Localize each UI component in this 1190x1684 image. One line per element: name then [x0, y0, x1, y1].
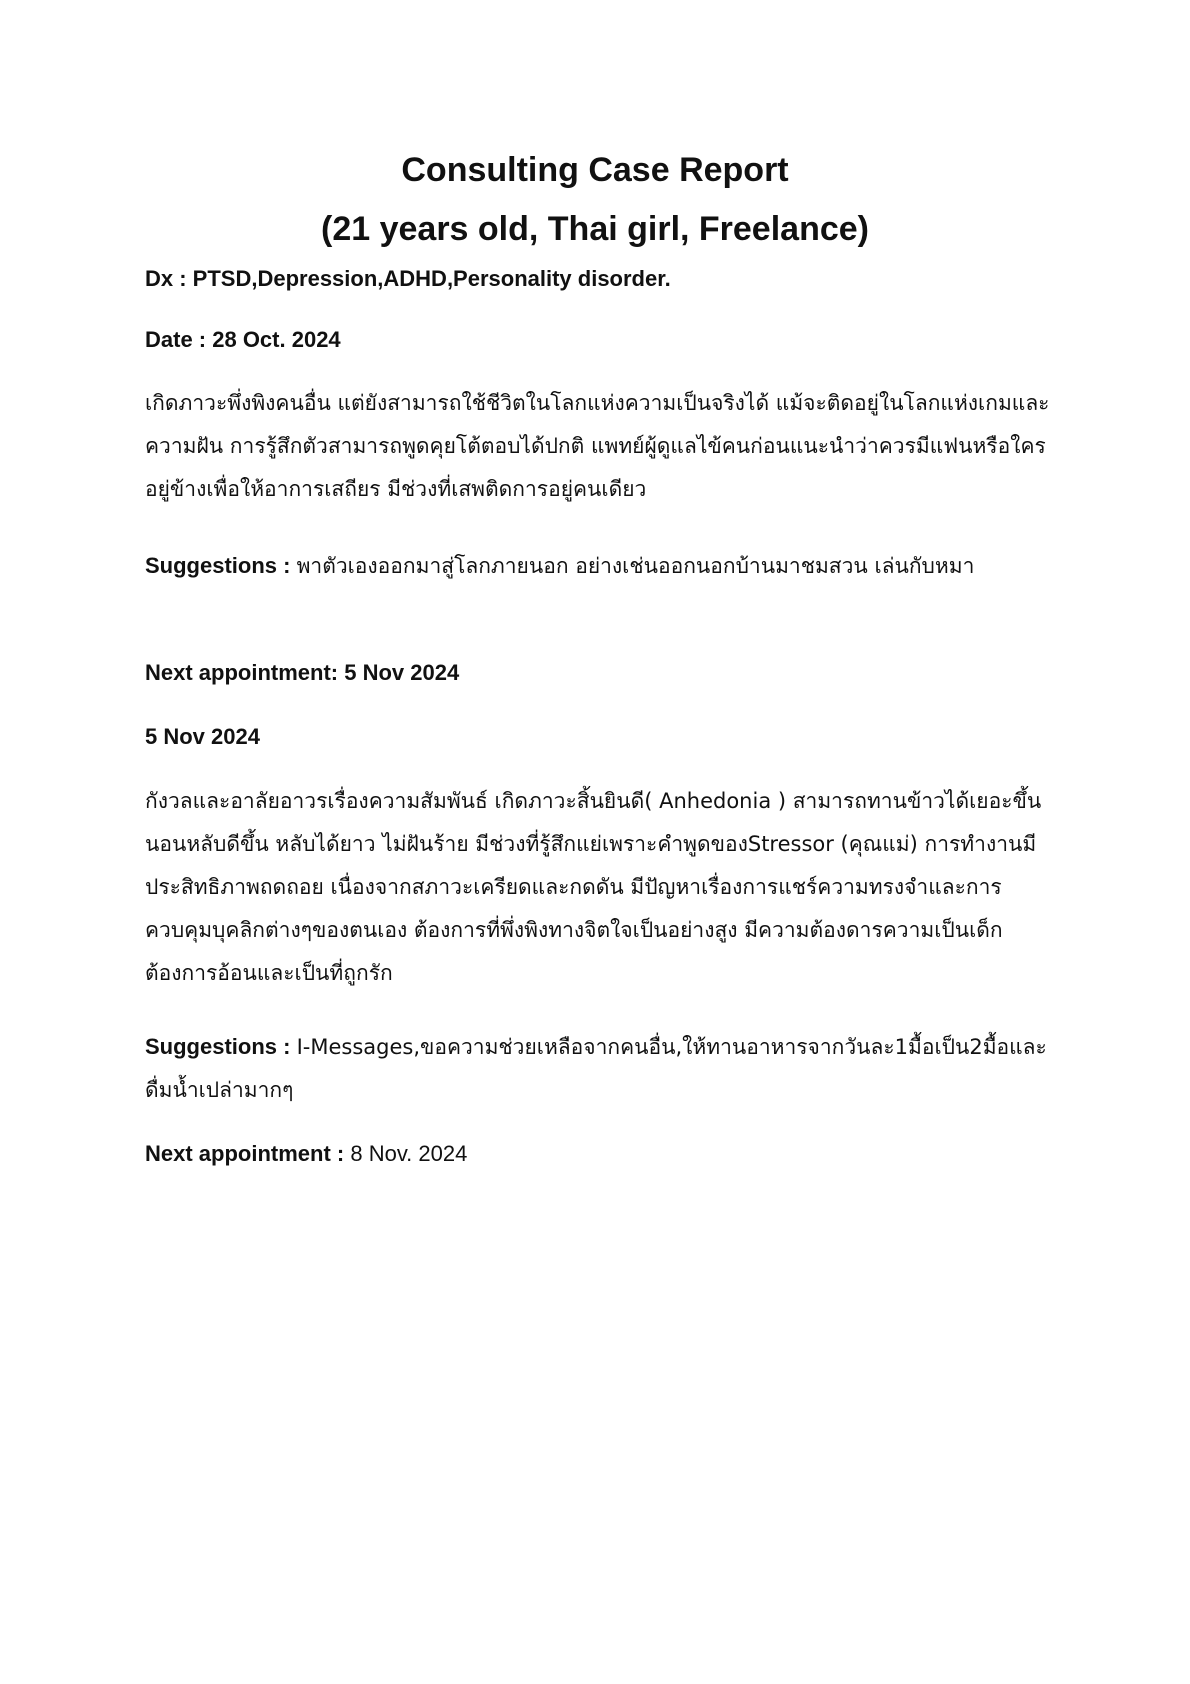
report-title: Consulting Case Report [401, 151, 789, 189]
next-appointment-label: Next appointment : [145, 1141, 351, 1166]
suggestions-text: I-Messages,ขอความช่วยเหลือจากคนอื่น,ให้ทานอาหารจากวันละ1มื้อเป็น2มื้อและดื่มน้ำเปล่ามากๆ [145, 1035, 1047, 1102]
session-2-date: 5 Nov 2024 [145, 724, 260, 749]
suggestions-label: Suggestions : [145, 553, 297, 578]
next-appointment-value: 8 Nov. 2024 [350, 1141, 468, 1166]
session-2-note: กังวลและอาลัยอาวรเรื่องความสัมพันธ์ เกิดภาวะสิ้นยินดี( Anhedonia ) สามารถทานข้าวได้เยอะขึ้น นอนหลับดีขึ้น หลับได้ยาว ไม่ฝันร้าย มีช่วงที่รู้สึกแย่เพราะคำพูดของStressor (คุณแม่) การทำงานมีประสิทธิภาพถดถอย เนื่องจากสภาวะเครียดและกดดัน มีปัญหาเรื่องการแชร์ความทรงจำและการควบคุมบุคลิกต่างๆของตนเอง ต้องการที่พึ่งพิงทางจิตใจเป็นอย่างสูง มีความต้องดารความเป็นเด็ก ต้องการอ้อนและเป็นที่ถูกรัก [145, 789, 1042, 985]
suggestions-label: Suggestions : [145, 1034, 297, 1059]
session-1-note: เกิดภาวะพึ่งพิงคนอื่น แต่ยังสามารถใช้ชีวิตในโลกแห่งความเป็นจริงได้ แม้จะติดอยู่ในโลกแห่งเกมและความฝัน การรู้สึกตัวสามารถพูดคุยโต้ตอบได้ปกติ แพทย์ผู้ดูแลไข้คนก่อนแนะนำว่าควรมีแฟนหรือใครอยู่ข้างเพื่อให้อาการเสถียร มีช่วงที่เสพติดการอยู่คนเดียว [145, 391, 1050, 501]
session-1-next-appointment: Next appointment: 5 Nov 2024 [145, 660, 460, 685]
suggestions-text: พาตัวเองออกมาสู่โลกภายนอก อย่างเช่นออกนอกบ้านมาชมสวน เล่นกับหมา [296, 554, 975, 578]
session-2-next-appointment [145, 1132, 1055, 1176]
session-1-suggestions [145, 544, 1055, 588]
session-1-date: Date : 28 Oct. 2024 [145, 327, 341, 352]
session-2-suggestions [145, 1025, 1055, 1112]
report-subtitle: (21 years old, Thai girl, Freelance) [321, 210, 869, 248]
diagnosis-line: Dx : PTSD,Depression,ADHD,Personality disorder. [145, 266, 671, 291]
